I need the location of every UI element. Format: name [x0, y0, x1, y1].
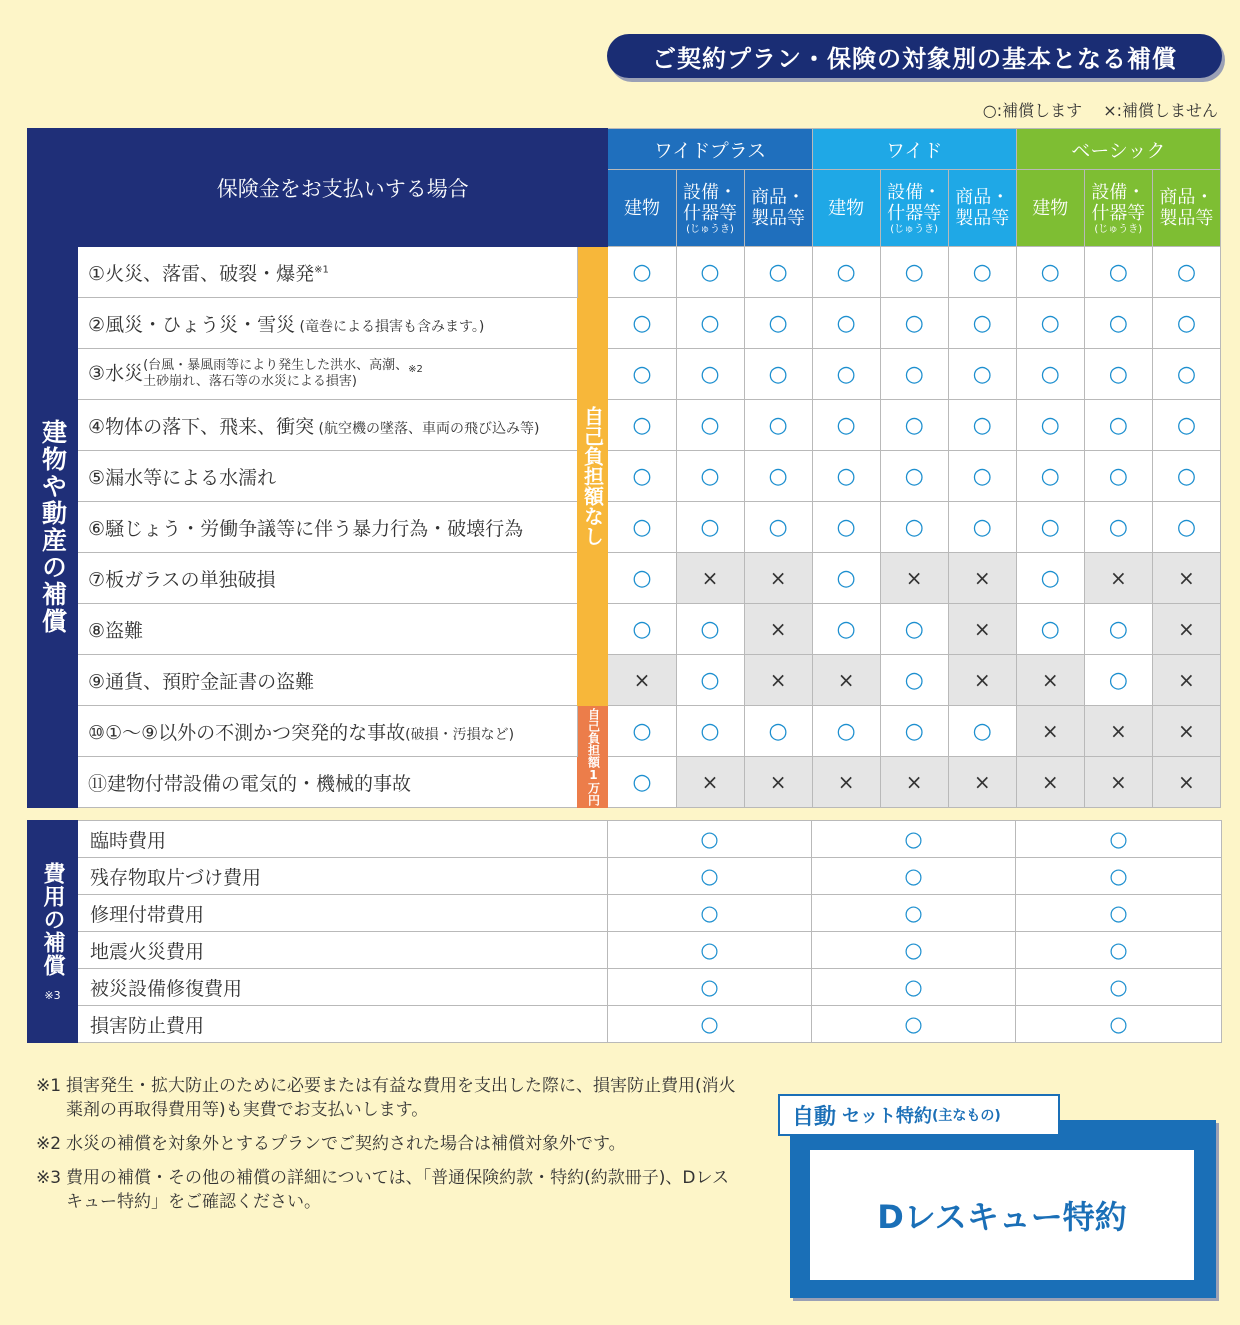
- not-covered-mark: ×: [744, 757, 812, 808]
- covered-mark: ○: [1016, 1006, 1222, 1043]
- table-row: [28, 706, 1221, 757]
- covered-mark: ○: [744, 247, 812, 298]
- row-label-text: ⑤漏水等による水濡れ: [88, 466, 277, 489]
- header-corner: [28, 129, 78, 247]
- row-label: [78, 502, 578, 553]
- not-covered-mark: ×: [1016, 655, 1084, 706]
- cost-label: 残存物取片づけ費用: [78, 858, 608, 895]
- rows-body: [28, 247, 1221, 808]
- table-row: [28, 400, 1221, 451]
- cost-side-note: ※3: [44, 988, 61, 1002]
- covered-mark: ○: [812, 502, 880, 553]
- row-label: [78, 604, 578, 655]
- covered-mark: ○: [608, 821, 812, 858]
- covered-mark: ○: [1084, 451, 1152, 502]
- covered-mark: ○: [676, 655, 744, 706]
- covered-mark: ○: [1152, 349, 1220, 400]
- cost-row: [28, 969, 1222, 1006]
- subhead-text: 建物: [828, 197, 865, 219]
- covered-mark: ○: [608, 1006, 812, 1043]
- legend-covered: ○:補償します: [982, 101, 1083, 120]
- covered-mark: ○: [812, 858, 1016, 895]
- footnote-key: ※1: [36, 1076, 62, 1096]
- legend-not-covered: ×:補償しません: [1103, 101, 1218, 120]
- cost-row: [28, 1006, 1222, 1043]
- covered-mark: ○: [812, 969, 1016, 1006]
- covered-mark: ○: [608, 400, 676, 451]
- auto-main-note: (主なもの): [932, 1108, 1001, 1124]
- row-label: [78, 757, 578, 808]
- covered-mark: ○: [880, 451, 948, 502]
- row-label-text: ⑦板ガラスの単独破損: [88, 568, 276, 591]
- auto-set-label: セット特約: [842, 1106, 933, 1127]
- covered-mark: ○: [608, 451, 676, 502]
- covered-mark: ○: [1016, 298, 1084, 349]
- cost-body: [28, 821, 1222, 1043]
- plan-wide: ワイド: [812, 129, 1016, 170]
- covered-mark: ○: [812, 932, 1016, 969]
- table-row: [28, 349, 1221, 400]
- subhead-text: 商品・製品等: [751, 187, 806, 229]
- coverage-table: [27, 128, 1221, 808]
- cost-label: 被災設備修復費用: [78, 969, 608, 1006]
- row-label-text: ⑩①〜⑨以外の不測かつ突発的な事故: [88, 721, 406, 744]
- not-covered-mark: ×: [812, 757, 880, 808]
- covered-mark: ○: [608, 604, 676, 655]
- subhead-text: 建物: [1032, 197, 1069, 219]
- row-label: [78, 247, 578, 298]
- covered-mark: ○: [812, 247, 880, 298]
- covered-mark: ○: [812, 706, 880, 757]
- not-covered-mark: ×: [948, 604, 1016, 655]
- footnote-key: ※3: [36, 1168, 62, 1188]
- covered-mark: ○: [880, 706, 948, 757]
- covered-mark: ○: [812, 400, 880, 451]
- covered-mark: ○: [812, 553, 880, 604]
- plan-wide-plus: ワイドプラス: [608, 129, 812, 170]
- row-note: (破損・汚損など): [405, 726, 515, 743]
- row-paren: (竜巻による損害も含みます。): [295, 318, 485, 335]
- not-covered-mark: ×: [1084, 706, 1152, 757]
- subhead-equipment: [1084, 170, 1152, 247]
- row-label: [78, 553, 578, 604]
- covered-mark: ○: [948, 502, 1016, 553]
- covered-mark: ○: [1016, 895, 1222, 932]
- covered-mark: ○: [1016, 858, 1222, 895]
- not-covered-mark: ×: [1016, 757, 1084, 808]
- subhead-text: 設備・什器等: [683, 181, 738, 224]
- not-covered-mark: ×: [676, 553, 744, 604]
- covered-mark: ○: [880, 400, 948, 451]
- header-main: 保険金をお支払いする場合: [78, 129, 608, 247]
- covered-mark: ○: [1152, 502, 1220, 553]
- row-label-text: ⑧盗難: [88, 619, 144, 642]
- cost-table: [27, 820, 1222, 1043]
- subhead-equipment: [880, 170, 948, 247]
- covered-mark: ○: [812, 349, 880, 400]
- covered-mark: ○: [948, 247, 1016, 298]
- row-paren-line: (台風・暴風雨等により発生した洪水、高潮、: [143, 358, 409, 373]
- table-row: [28, 451, 1221, 502]
- subhead-goods: [744, 170, 812, 247]
- table-row: [28, 502, 1221, 553]
- covered-mark: ○: [1152, 400, 1220, 451]
- covered-mark: ○: [948, 706, 1016, 757]
- covered-mark: ○: [608, 858, 812, 895]
- row-paren-line: 土砂崩れ、落石等の水災による損害): [143, 374, 357, 389]
- subhead-reading: (じゅうき): [1094, 223, 1143, 235]
- footnote-3: [36, 1166, 736, 1214]
- covered-mark: ○: [608, 895, 812, 932]
- subhead-text: 商品・製品等: [955, 187, 1010, 229]
- not-covered-mark: ×: [1152, 604, 1220, 655]
- not-covered-mark: ×: [1016, 706, 1084, 757]
- covered-mark: ○: [812, 1006, 1016, 1043]
- not-covered-mark: ×: [1084, 757, 1152, 808]
- covered-mark: ○: [608, 298, 676, 349]
- covered-mark: ○: [880, 502, 948, 553]
- table-row: [28, 247, 1221, 298]
- not-covered-mark: ×: [1152, 757, 1220, 808]
- not-covered-mark: ×: [1152, 553, 1220, 604]
- covered-mark: ○: [812, 821, 1016, 858]
- not-covered-mark: ×: [880, 757, 948, 808]
- not-covered-mark: ×: [608, 655, 676, 706]
- covered-mark: ○: [1016, 932, 1222, 969]
- subhead-equipment: [676, 170, 744, 247]
- footnote-key: ※2: [36, 1134, 62, 1154]
- subhead-goods: [948, 170, 1016, 247]
- row-paren: [143, 358, 408, 390]
- covered-mark: ○: [948, 400, 1016, 451]
- not-covered-mark: ×: [948, 553, 1016, 604]
- covered-mark: ○: [676, 247, 744, 298]
- covered-mark: ○: [608, 706, 676, 757]
- covered-mark: ○: [812, 604, 880, 655]
- covered-mark: ○: [676, 706, 744, 757]
- subhead-building: [1016, 170, 1084, 247]
- covered-mark: ○: [880, 298, 948, 349]
- covered-mark: ○: [1084, 655, 1152, 706]
- cost-label: 臨時費用: [78, 821, 608, 858]
- subhead-text: 設備・什器等: [1091, 181, 1146, 224]
- footnote-2: [36, 1132, 736, 1156]
- not-covered-mark: ×: [812, 655, 880, 706]
- covered-mark: ○: [1152, 247, 1220, 298]
- not-covered-mark: ×: [676, 757, 744, 808]
- covered-mark: ○: [744, 400, 812, 451]
- covered-mark: ○: [1084, 604, 1152, 655]
- covered-mark: ○: [1084, 502, 1152, 553]
- not-covered-mark: ×: [880, 553, 948, 604]
- subhead-goods: [1152, 170, 1220, 247]
- row-label-text: ①火災、落雷、破裂・爆発: [88, 262, 315, 285]
- covered-mark: ○: [608, 502, 676, 553]
- row-label: [78, 400, 578, 451]
- row-label: [78, 349, 578, 400]
- covered-mark: ○: [676, 400, 744, 451]
- covered-mark: ○: [1016, 969, 1222, 1006]
- cost-side-title: [28, 821, 78, 1043]
- subhead-text: 商品・製品等: [1159, 187, 1214, 229]
- row-label-text: ③水災: [88, 362, 144, 385]
- covered-mark: ○: [744, 451, 812, 502]
- footnote-text: 費用の補償・その他の補償の詳細については、「普通保険約款・特約(約款冊子)、Dレスキュー特約」をご確認ください。: [66, 1168, 730, 1212]
- row-label-text: ②風災・ひょう災・雪災: [88, 313, 296, 336]
- row-footnote-ref: ※1: [314, 264, 329, 276]
- covered-mark: ○: [1084, 298, 1152, 349]
- cost-label: 地震火災費用: [78, 932, 608, 969]
- not-covered-mark: ×: [1152, 655, 1220, 706]
- covered-mark: ○: [744, 298, 812, 349]
- row-label-text: ④物体の落下、飛来、衝突: [88, 415, 315, 438]
- covered-mark: ○: [880, 247, 948, 298]
- not-covered-mark: ×: [1152, 706, 1220, 757]
- row-label: [78, 451, 578, 502]
- covered-mark: ○: [1016, 821, 1222, 858]
- cost-row: [28, 821, 1222, 858]
- subhead-reading: (じゅうき): [686, 223, 734, 235]
- covered-mark: ○: [812, 298, 880, 349]
- cost-label: 修理付帯費用: [78, 895, 608, 932]
- auto-label: 自動: [792, 1104, 837, 1130]
- covered-mark: ○: [880, 655, 948, 706]
- covered-mark: ○: [676, 604, 744, 655]
- auto-rider-box: [790, 1120, 1216, 1298]
- plan-basic: ベーシック: [1016, 129, 1220, 170]
- covered-mark: ○: [1084, 247, 1152, 298]
- side-title: 建物や動産の補償: [28, 247, 78, 808]
- footnote-text: 水災の補償を対象外とするプランでご契約された場合は補償対象外です。: [66, 1134, 626, 1154]
- covered-mark: ○: [676, 451, 744, 502]
- covered-mark: ○: [812, 451, 880, 502]
- table-row: [28, 298, 1221, 349]
- row-label: [78, 298, 578, 349]
- row-label: [78, 706, 578, 757]
- footnotes: [36, 1074, 736, 1224]
- covered-mark: ○: [744, 349, 812, 400]
- not-covered-mark: ×: [744, 553, 812, 604]
- cost-side-text: 費用の補償: [40, 861, 65, 977]
- not-covered-mark: ×: [948, 655, 1016, 706]
- subhead-text: 設備・什器等: [887, 181, 942, 224]
- covered-mark: ○: [608, 349, 676, 400]
- row-footnote-ref: ※2: [408, 364, 423, 376]
- covered-mark: ○: [608, 932, 812, 969]
- row-label-text: ⑥騒じょう・労働争議等に伴う暴力行為・破壊行為: [88, 517, 524, 540]
- row-label-text: ⑪建物付帯設備の電気的・機械的事故: [88, 772, 412, 795]
- covered-mark: ○: [744, 502, 812, 553]
- subhead-building: [608, 170, 676, 247]
- legend: [967, 98, 1218, 121]
- covered-mark: ○: [1016, 247, 1084, 298]
- auto-rider-tab: [778, 1094, 1060, 1136]
- table-row: [28, 604, 1221, 655]
- covered-mark: ○: [1016, 553, 1084, 604]
- auto-rider-content: Dレスキュー特約: [810, 1150, 1194, 1280]
- covered-mark: ○: [676, 298, 744, 349]
- covered-mark: ○: [608, 247, 676, 298]
- covered-mark: ○: [1016, 349, 1084, 400]
- not-covered-mark: ×: [744, 655, 812, 706]
- covered-mark: ○: [812, 895, 1016, 932]
- deductible-none: 自己負担額なし: [578, 247, 608, 706]
- covered-mark: ○: [880, 604, 948, 655]
- not-covered-mark: ×: [744, 604, 812, 655]
- covered-mark: ○: [880, 349, 948, 400]
- subhead-text: 建物: [623, 197, 660, 219]
- covered-mark: ○: [608, 969, 812, 1006]
- subhead-reading: (じゅうき): [890, 223, 939, 235]
- covered-mark: ○: [744, 706, 812, 757]
- table-row: [28, 655, 1221, 706]
- covered-mark: ○: [608, 553, 676, 604]
- covered-mark: ○: [1084, 400, 1152, 451]
- covered-mark: ○: [1084, 349, 1152, 400]
- covered-mark: ○: [608, 757, 676, 808]
- footnote-1: [36, 1074, 736, 1122]
- cost-row: [28, 858, 1222, 895]
- covered-mark: ○: [1016, 502, 1084, 553]
- table-row: [28, 757, 1221, 808]
- page-title: ご契約プラン・保険の対象別の基本となる補償: [607, 34, 1222, 78]
- covered-mark: ○: [948, 349, 1016, 400]
- not-covered-mark: ×: [948, 757, 1016, 808]
- subhead-building: [812, 170, 880, 247]
- covered-mark: ○: [948, 451, 1016, 502]
- cost-row: [28, 895, 1222, 932]
- cost-label: 損害防止費用: [78, 1006, 608, 1043]
- deductible-10000-yen: 自己負担額1万円: [578, 706, 608, 808]
- covered-mark: ○: [676, 502, 744, 553]
- covered-mark: ○: [1016, 604, 1084, 655]
- row-label-text: ⑨通貨、預貯金証書の盗難: [88, 670, 315, 693]
- table-row: [28, 553, 1221, 604]
- covered-mark: ○: [676, 349, 744, 400]
- footnote-text: 損害発生・拡大防止のために必要または有益な費用を支出した際に、損害防止費用(消火薬剤の再取得費用等)も実費でお支払いします。: [66, 1076, 736, 1120]
- cost-row: [28, 932, 1222, 969]
- covered-mark: ○: [1152, 451, 1220, 502]
- not-covered-mark: ×: [1084, 553, 1152, 604]
- row-label: [78, 655, 578, 706]
- covered-mark: ○: [1016, 451, 1084, 502]
- covered-mark: ○: [948, 298, 1016, 349]
- row-paren: (航空機の墜落、車両の飛び込み等): [314, 420, 540, 437]
- covered-mark: ○: [1152, 298, 1220, 349]
- covered-mark: ○: [1016, 400, 1084, 451]
